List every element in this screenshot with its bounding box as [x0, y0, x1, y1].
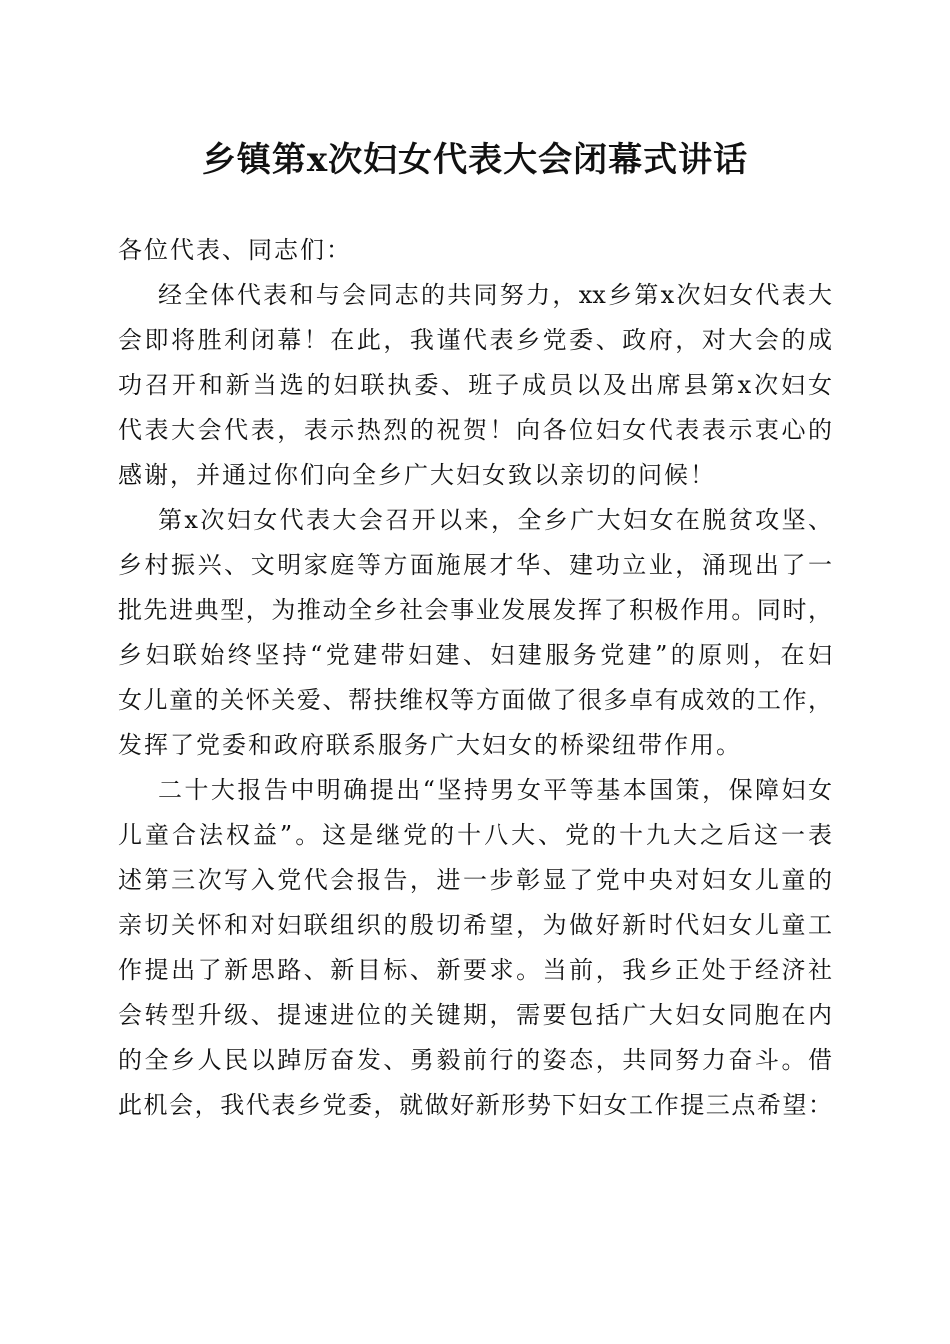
- paragraph-line: 女儿童的关怀关爱、帮扶维权等方面做了很多卓有成效的工作，: [118, 686, 832, 714]
- paragraph-line: 感谢，并通过你们向全乡广大妇女致以亲切的问候！: [118, 461, 716, 489]
- paragraph: [118, 768, 832, 1128]
- paragraph: [118, 498, 832, 768]
- paragraph-line: 此机会，我代表乡党委，就做好新形势下妇女工作提三点希望：: [118, 1091, 832, 1119]
- document-body: [118, 228, 832, 1128]
- paragraph-line: 第x次妇女代表大会召开以来，全乡广大妇女在脱贫攻坚、: [158, 506, 832, 534]
- paragraph-line: 会转型升级、提速进位的关键期，需要包括广大妇女同胞在内: [118, 1001, 832, 1029]
- paragraph-line: 经全体代表和与会同志的共同努力，xx乡第x次妇女代表大: [158, 281, 832, 309]
- paragraph-line: 批先进典型，为推动全乡社会事业发展发挥了积极作用。同时，: [118, 596, 832, 624]
- paragraph-line: 的全乡人民以踔厉奋发、勇毅前行的姿态，共同努力奋斗。借: [118, 1046, 832, 1074]
- paragraph-line: 乡村振兴、文明家庭等方面施展才华、建功立业，涌现出了一: [118, 551, 832, 579]
- paragraph-line: 代表大会代表，表示热烈的祝贺！向各位妇女代表表示衷心的: [118, 416, 832, 444]
- paragraph-line: 作提出了新思路、新目标、新要求。当前，我乡正处于经济社: [118, 956, 832, 984]
- document-title: 乡镇第x次妇女代表大会闭幕式讲话: [201, 140, 749, 180]
- paragraph-line: 会即将胜利闭幕！在此，我谨代表乡党委、政府，对大会的成: [118, 326, 832, 354]
- paragraph-line: 二十大报告中明确提出“坚持男女平等基本国策，保障妇女: [158, 776, 832, 804]
- paragraph-line: 功召开和新当选的妇联执委、班子成员以及出席县第x次妇女: [118, 371, 832, 399]
- greeting: 各位代表、同志们：: [118, 236, 352, 264]
- paragraph-line: 发挥了党委和政府联系服务广大妇女的桥梁纽带作用。: [118, 731, 742, 759]
- paragraph-line: 儿童合法权益”。这是继党的十八大、党的十九大之后这一表: [118, 821, 832, 849]
- paragraph-line: 乡妇联始终坚持“党建带妇建、妇建服务党建”的原则，在妇: [118, 641, 832, 669]
- paragraph-line: 述第三次写入党代会报告，进一步彰显了党中央对妇女儿童的: [118, 866, 832, 894]
- paragraph: [118, 273, 832, 498]
- paragraph-line: 亲切关怀和对妇联组织的殷切希望，为做好新时代妇女儿童工: [118, 911, 832, 939]
